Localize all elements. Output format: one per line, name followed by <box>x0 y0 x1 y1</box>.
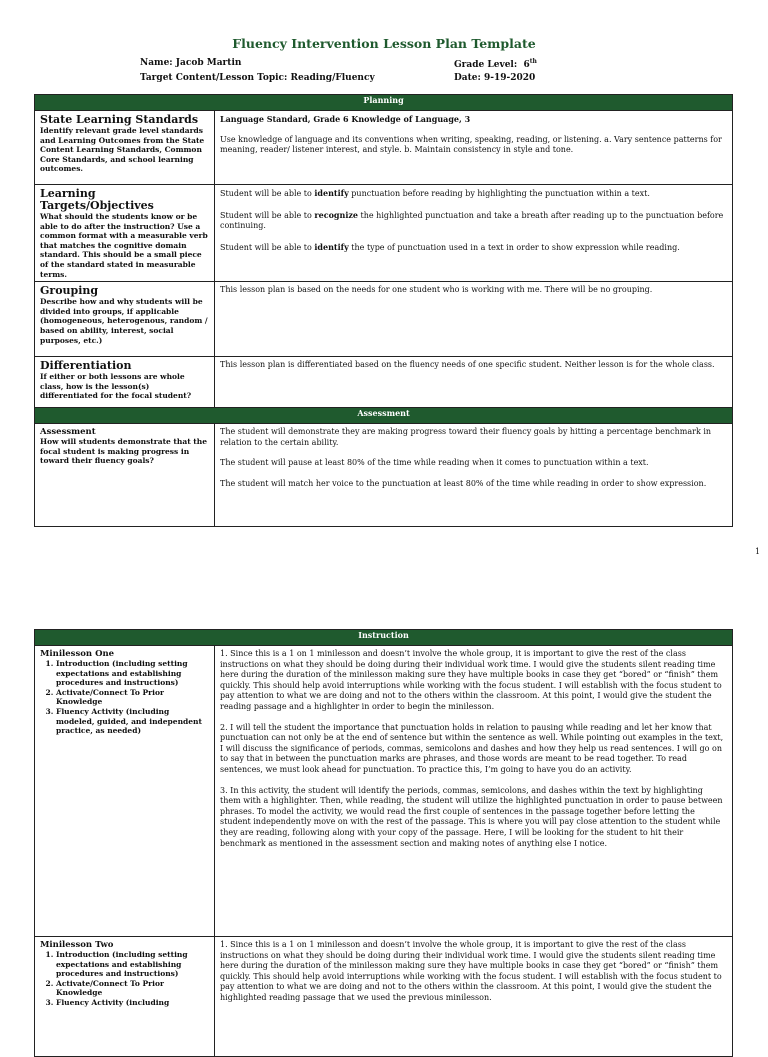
assessment-content-cell <box>215 424 733 527</box>
minilesson-paragraph: 2. I will tell the student the importance that punctuation holds in relation to pausing while reading and let her know that punctuation can not only be at the end of sentence but within the sentence as well. While pointing out examples in the text, I will discuss the significance of periods, commas, semicolons and dashes and how they help us read sentences. I will go on to say that in between the punctuation marks are phrases, and those words are meant to be read together. To read sentences, we must look ahead for punctuation. To practice this, I’m going to have you do an activity. <box>220 722 724 774</box>
minilesson-two-content-cell <box>215 937 733 1057</box>
planning-table <box>34 94 733 527</box>
step-item: 3. Fluency Activity (including modeled, guided, and independent practice, as needed) <box>56 707 209 736</box>
objective-text: Student will be able to <box>220 242 315 252</box>
differentiation-row <box>35 357 733 408</box>
standards-content-cell <box>215 111 733 185</box>
differentiation-text: This lesson plan is differentiated based on the fluency needs of one specific student. Neither lesson is for the whole class. <box>220 360 715 370</box>
assessment-description: How will students demonstrate that the focal student is making progress in toward their fluency goals? <box>40 437 207 466</box>
standards-title: Language Standard, Grade 6 Knowledge of Language, 3 <box>220 114 471 124</box>
objective-text: Student will be able to <box>220 210 315 220</box>
objective-text: Student will be able to <box>220 189 315 198</box>
differentiation-label-cell <box>35 357 215 408</box>
objective-verb: recognize <box>314 209 358 220</box>
lesson-topic: Target Content/Lesson Topic: Reading/Fluency <box>140 73 375 83</box>
step-item: 3. Fluency Activity (including <box>56 998 209 1008</box>
grouping-text: This lesson plan is based on the needs for one student who is working with me. There will be no grouping. <box>220 285 653 295</box>
minilesson-one-heading: Minilesson One <box>40 649 115 659</box>
minilesson-paragraph: 1. Since this is a 1 on 1 minilesson and doesn’t involve the whole group, it is important to give the rest of the class instructions on what they should be doing during their individual work time. I would give the students silent reading time here during the duration of the minilesson making sure they have multiple books in case they get “bored” or “finish” them quickly. This should help avoid interruptions while working with the focus student. I will establish with the focus student to pay attention to what we are doing and not to the others within the classroom. At this point, I would give the student the highlighted reading passage that we used the previous minilesson. <box>220 940 722 1002</box>
grade-level <box>454 58 537 70</box>
grade-label: Grade Level: <box>454 60 518 70</box>
minilesson-paragraph: 3. In this activity, the student will identify the periods, commas, semicolons, and dashes within the text by highlighting them with a highlighter. Then, while reading, the student will utilize the highlighted punctuation in order to pause between phrases. To model the activity, we would read the first couple of sentences in the passage together before letting the student independently move on with the rest of the passage. This is where you will pay close attention to the student while they are reading, following along with your copy of the passage. Here, I will be looking for the student to hit their benchmark as mentioned in the assessment section and making notes of anything else I notice. <box>220 785 723 848</box>
minilesson-two-row <box>35 937 733 1057</box>
minilesson-two-label-cell <box>35 937 215 1057</box>
page-number: 1 <box>755 547 761 556</box>
minilesson-one-steps <box>40 659 209 736</box>
assessment-paragraph: The student will match her voice to the punctuation at least 80% of the time while reading in order to show expression. <box>220 478 707 488</box>
standards-row <box>35 111 733 185</box>
objective-text: punctuation before reading by highlighting the punctuation within a text. <box>348 189 650 198</box>
lesson-date: Date: 9-19-2020 <box>454 73 536 83</box>
objective-verb: identify <box>314 188 349 198</box>
assessment-heading: Assessment <box>40 427 96 438</box>
objectives-content-cell <box>215 185 733 282</box>
grade-value: 6 <box>523 60 530 70</box>
planning-band: Planning <box>35 95 733 111</box>
objective-item <box>220 242 726 254</box>
standards-label-cell <box>35 111 215 185</box>
objective-text: the type of punctuation used in a text in order to show expression while reading. <box>348 242 680 252</box>
minilesson-two-steps <box>40 950 209 1008</box>
assessment-paragraph: The student will pause at least 80% of the time while reading when it comes to punctuation within a text. <box>220 458 649 468</box>
minilesson-two-heading: Minilesson Two <box>40 940 114 950</box>
standards-heading: State Learning Standards <box>40 113 199 126</box>
standards-description: Identify relevant grade level standards and Learning Outcomes from the State Content Learning Standards, Common Core Standards, and school learning outcomes. <box>40 126 205 174</box>
differentiation-description: If either or both lessons are whole class, how is the lesson(s) differentiated for the focal student? <box>40 372 192 401</box>
instruction-table <box>34 629 733 1057</box>
differentiation-content-cell <box>215 357 733 408</box>
document-title: Fluency Intervention Lesson Plan Template <box>232 36 536 51</box>
objectives-heading: Learning Targets/Objectives <box>40 187 154 212</box>
assessment-band: Assessment <box>35 408 733 424</box>
grouping-label-cell <box>35 282 215 357</box>
standards-text: Use knowledge of language and its conventions when writing, speaking, reading, or listening. a. Vary sentence patterns for meaning, reader/ listener interest, and style. b. Maintain consistency in style and tone. <box>220 134 722 155</box>
minilesson-one-row <box>35 646 733 937</box>
objective-item <box>220 210 726 232</box>
grade-suffix: th <box>529 58 537 65</box>
assessment-label-cell <box>35 424 215 527</box>
grouping-row <box>35 282 733 357</box>
objectives-label-cell <box>35 185 215 282</box>
minilesson-one-label-cell <box>35 646 215 937</box>
grouping-heading: Grouping <box>40 284 99 298</box>
objective-verb: identify <box>314 241 349 252</box>
objective-item <box>220 188 726 200</box>
student-name: Name: Jacob Martin <box>140 58 242 68</box>
step-item: 2. Activate/Connect To Prior Knowledge <box>56 688 209 707</box>
minilesson-paragraph: 1. Since this is a 1 on 1 minilesson and doesn’t involve the whole group, it is important to give the rest of the class instructions on what they should be doing during their individual work time. I would give the students silent reading time here during the duration of the minilesson making sure they have multiple books in case they get “bored” or “finish” them quickly. This should help avoid interruptions while working with the focus student. I will establish with the focus student to pay attention to what we are doing and not to the others within the classroom. At this point, I would give the student the reading passage and a highlighter in order to begin the minilesson. <box>220 649 722 711</box>
step-item: 2. Activate/Connect To Prior Knowledge <box>56 979 209 998</box>
step-item: 1. Introduction (including setting expectations and establishing procedures and instructions) <box>56 950 209 979</box>
step-item: 1. Introduction (including setting expectations and establishing procedures and instructions) <box>56 659 209 688</box>
instruction-band: Instruction <box>35 630 733 646</box>
assessment-paragraph: The student will demonstrate they are making progress toward their fluency goals by hitting a percentage benchmark in relation to the certain ability. <box>220 427 712 447</box>
objectives-row <box>35 185 733 282</box>
grouping-content-cell <box>215 282 733 357</box>
objectives-description: What should the students know or be able to do after the instruction? Use a common format with a measurable verb that matches the cognitive domain standard. This should be a small piece of the standard stated in measurable terms. <box>40 212 208 279</box>
objective-text: the highlighted punctuation and take a breath after reading up to the punctuation before continuing. <box>220 210 724 231</box>
grouping-description: Describe how and why students will be divided into groups, if applicable (homogeneous, heterogenous, random / based on ability, interest, social purposes, etc.) <box>40 297 208 345</box>
differentiation-heading: Differentiation <box>40 359 132 373</box>
assessment-row <box>35 424 733 527</box>
minilesson-one-content-cell <box>215 646 733 937</box>
